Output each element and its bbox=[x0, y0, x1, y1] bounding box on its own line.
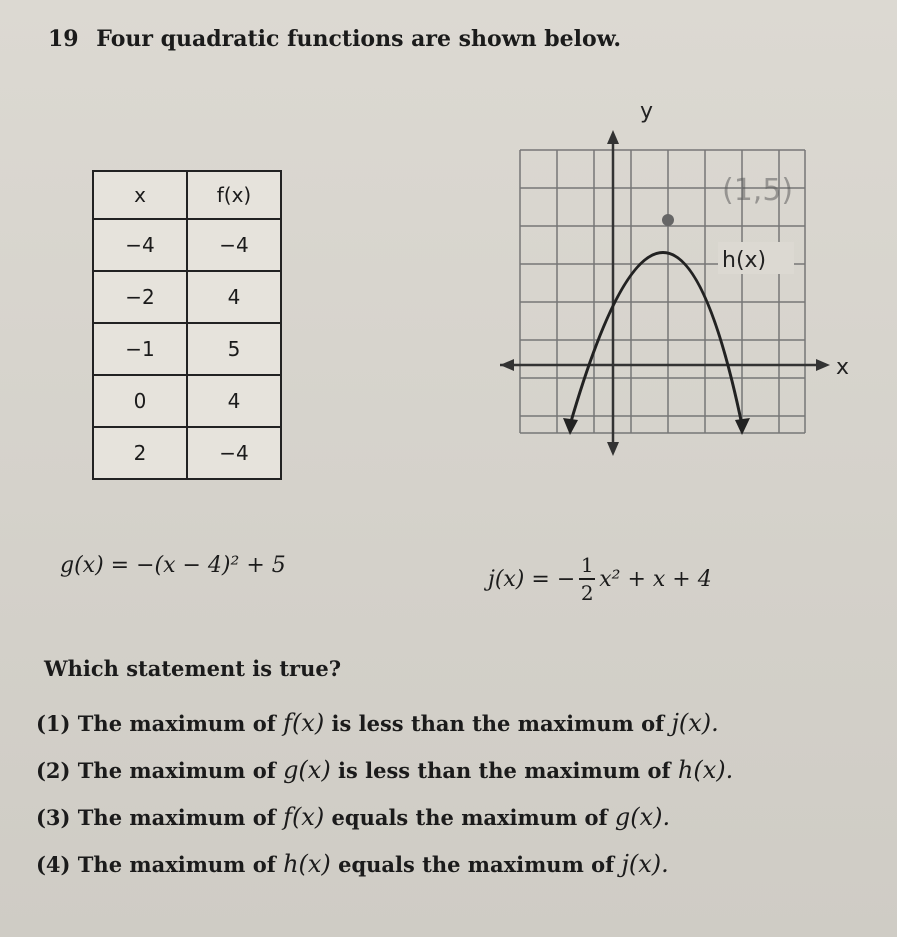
option-function: h(x) bbox=[283, 850, 331, 878]
option-text: The maximum of bbox=[77, 852, 276, 877]
fraction-numerator: 1 bbox=[580, 553, 594, 577]
table-row bbox=[93, 323, 281, 375]
x-axis-label: x bbox=[836, 355, 850, 380]
table-cell: −4 bbox=[187, 427, 281, 479]
y-axis-arrow-icon bbox=[607, 130, 619, 144]
h-curve bbox=[570, 253, 742, 426]
table-cell: −1 bbox=[93, 323, 187, 375]
question-number: 19 bbox=[48, 26, 79, 52]
table-row bbox=[93, 271, 281, 323]
table-header-row bbox=[93, 171, 281, 219]
y-axis-label: y bbox=[640, 99, 654, 124]
table-row bbox=[93, 219, 281, 271]
x-axis-arrow-left-icon bbox=[500, 359, 514, 371]
option-function: j(x). bbox=[621, 850, 669, 878]
option-function: j(x). bbox=[671, 709, 719, 737]
curve-label: h(x) bbox=[722, 248, 767, 273]
fraction-denominator: 2 bbox=[580, 581, 594, 605]
equation-g bbox=[60, 553, 286, 578]
y-axis-arrow-down-icon bbox=[607, 442, 619, 456]
equation-j-right: x² + x + 4 bbox=[599, 566, 712, 592]
handwritten-note: (1,5) bbox=[722, 173, 794, 208]
question-text: Four quadratic functions are shown below. bbox=[96, 26, 622, 52]
function-table bbox=[92, 170, 282, 480]
x-axis-arrow-icon bbox=[816, 359, 830, 371]
vertex-point bbox=[662, 214, 674, 226]
option-4[interactable] bbox=[36, 841, 733, 888]
option-number: (1) bbox=[36, 711, 71, 736]
table-cell: −2 bbox=[93, 271, 187, 323]
table-cell: −4 bbox=[93, 219, 187, 271]
question-prompt: Which statement is true? bbox=[44, 656, 342, 681]
option-function: f(x) bbox=[283, 709, 325, 737]
table-cell: −4 bbox=[187, 219, 281, 271]
h-graph bbox=[500, 90, 860, 470]
table-header-x: x bbox=[93, 171, 187, 219]
fraction-one-half bbox=[579, 553, 595, 605]
option-1[interactable] bbox=[36, 700, 733, 747]
table-cell: 0 bbox=[93, 375, 187, 427]
table-cell: 5 bbox=[187, 323, 281, 375]
table-cell: 2 bbox=[93, 427, 187, 479]
option-3[interactable] bbox=[36, 794, 733, 841]
option-text: equals the maximum of bbox=[331, 805, 608, 830]
option-text: The maximum of bbox=[77, 758, 276, 783]
option-number: (2) bbox=[36, 758, 71, 783]
fraction-bar bbox=[579, 578, 595, 580]
table-header-fx: f(x) bbox=[187, 171, 281, 219]
answer-options bbox=[36, 700, 733, 888]
table-cell: 4 bbox=[187, 271, 281, 323]
option-text: is less than the maximum of bbox=[331, 711, 665, 736]
equation-g-text: g(x) = −(x − 4)² + 5 bbox=[60, 553, 286, 578]
option-text: is less than the maximum of bbox=[338, 758, 671, 783]
question-header bbox=[48, 26, 621, 52]
option-number: (4) bbox=[36, 852, 71, 877]
option-function: g(x) bbox=[283, 756, 331, 784]
option-text: The maximum of bbox=[77, 805, 276, 830]
option-number: (3) bbox=[36, 805, 71, 830]
option-function: g(x). bbox=[614, 803, 671, 831]
option-text: The maximum of bbox=[77, 711, 276, 736]
option-2[interactable] bbox=[36, 747, 733, 794]
option-function: f(x) bbox=[283, 803, 325, 831]
option-function: h(x). bbox=[677, 756, 734, 784]
equation-j-left: j(x) = − bbox=[488, 566, 576, 592]
equation-j bbox=[488, 553, 712, 605]
table-row bbox=[93, 427, 281, 479]
table-cell: 4 bbox=[187, 375, 281, 427]
option-text: equals the maximum of bbox=[338, 852, 615, 877]
table-row bbox=[93, 375, 281, 427]
